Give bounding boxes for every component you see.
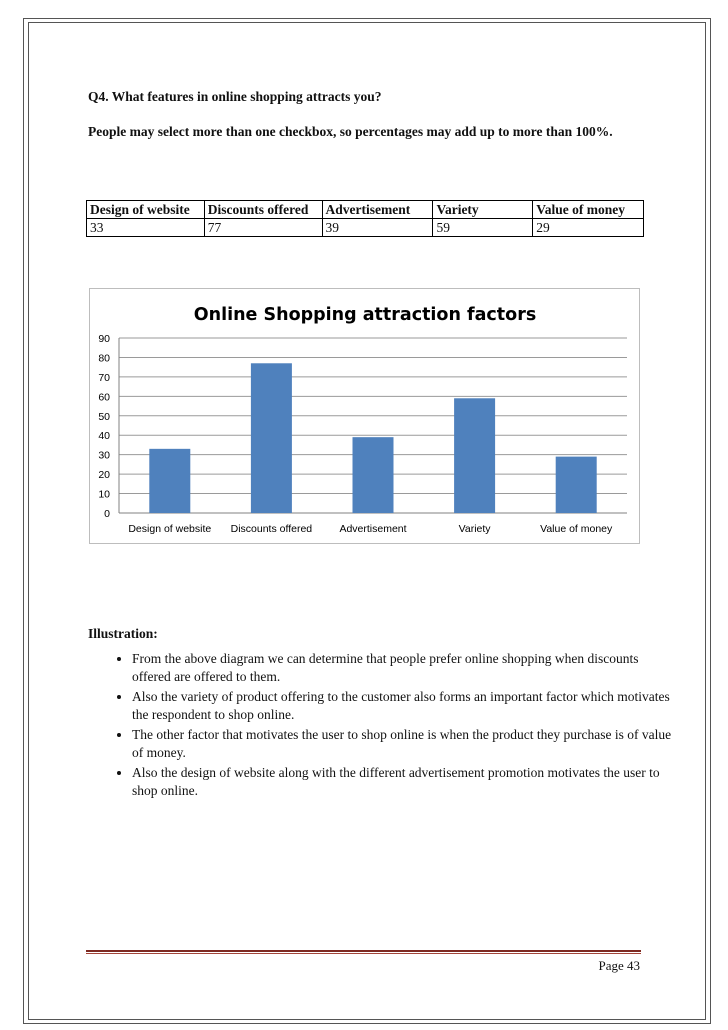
table-cell: 39 <box>322 219 433 237</box>
x-tick-label: Value of money <box>540 523 613 535</box>
list-item: • From the above diagram we can determine that people prefer online shopping when discounts offered are offered to them. <box>132 650 672 686</box>
bar <box>454 398 495 513</box>
footer-rule <box>86 950 641 952</box>
y-tick-label: 60 <box>98 391 110 404</box>
list-item: • Also the variety of product offering to the customer also forms an important factor which motivates the respondent to shop online. <box>132 688 672 724</box>
table-header-cell: Variety <box>433 201 533 219</box>
chart-title: Online Shopping attraction factors <box>193 305 537 325</box>
bar <box>353 437 394 513</box>
y-tick-label: 20 <box>98 469 110 482</box>
table-cell: 33 <box>87 219 205 237</box>
y-tick-label: 10 <box>98 488 110 501</box>
table-cell: 59 <box>433 219 533 237</box>
y-tick-label: 30 <box>98 449 110 462</box>
y-tick-label: 0 <box>104 508 110 520</box>
footer-rule-thin <box>86 953 641 954</box>
table-header-cell: Value of money <box>533 201 644 219</box>
x-tick-label: Advertisement <box>339 523 407 535</box>
list-item: • The other factor that motivates the user to shop online is when the product they purchase is of value of money. <box>132 726 672 762</box>
list-item: • Also the design of website along with the different advertisement promotion motivates the user to shop online. <box>132 764 672 800</box>
table-header-cell: Advertisement <box>322 201 433 219</box>
x-tick-label: Variety <box>458 523 491 535</box>
y-tick-label: 50 <box>98 410 110 423</box>
question-heading: Q4. What features in online shopping attracts you? <box>88 89 382 104</box>
y-tick-label: 70 <box>98 371 110 384</box>
selection-note: People may select more than one checkbox, so percentages may add up to more than 100%. <box>88 124 613 139</box>
y-tick-label: 80 <box>98 352 110 365</box>
illustration-heading: Illustration: <box>88 626 158 641</box>
y-tick-label: 40 <box>98 430 110 443</box>
table-header-cell: Design of website <box>87 201 205 219</box>
bar <box>251 363 292 513</box>
features-table <box>86 200 644 237</box>
page-number: Page 43 <box>598 958 640 973</box>
bar <box>556 457 597 513</box>
table-cell: 29 <box>533 219 644 237</box>
x-tick-label: Discounts offered <box>230 523 313 535</box>
bar-chart <box>89 288 640 544</box>
table-cell: 77 <box>204 219 322 237</box>
table-header-row <box>87 201 644 219</box>
table-row <box>87 219 644 237</box>
illustration-list <box>108 650 672 802</box>
table-header-cell: Discounts offered <box>204 201 322 219</box>
y-tick-label: 90 <box>98 333 110 345</box>
bar-chart-svg <box>90 289 641 545</box>
bar <box>149 449 190 513</box>
x-tick-label: Design of website <box>128 523 212 535</box>
